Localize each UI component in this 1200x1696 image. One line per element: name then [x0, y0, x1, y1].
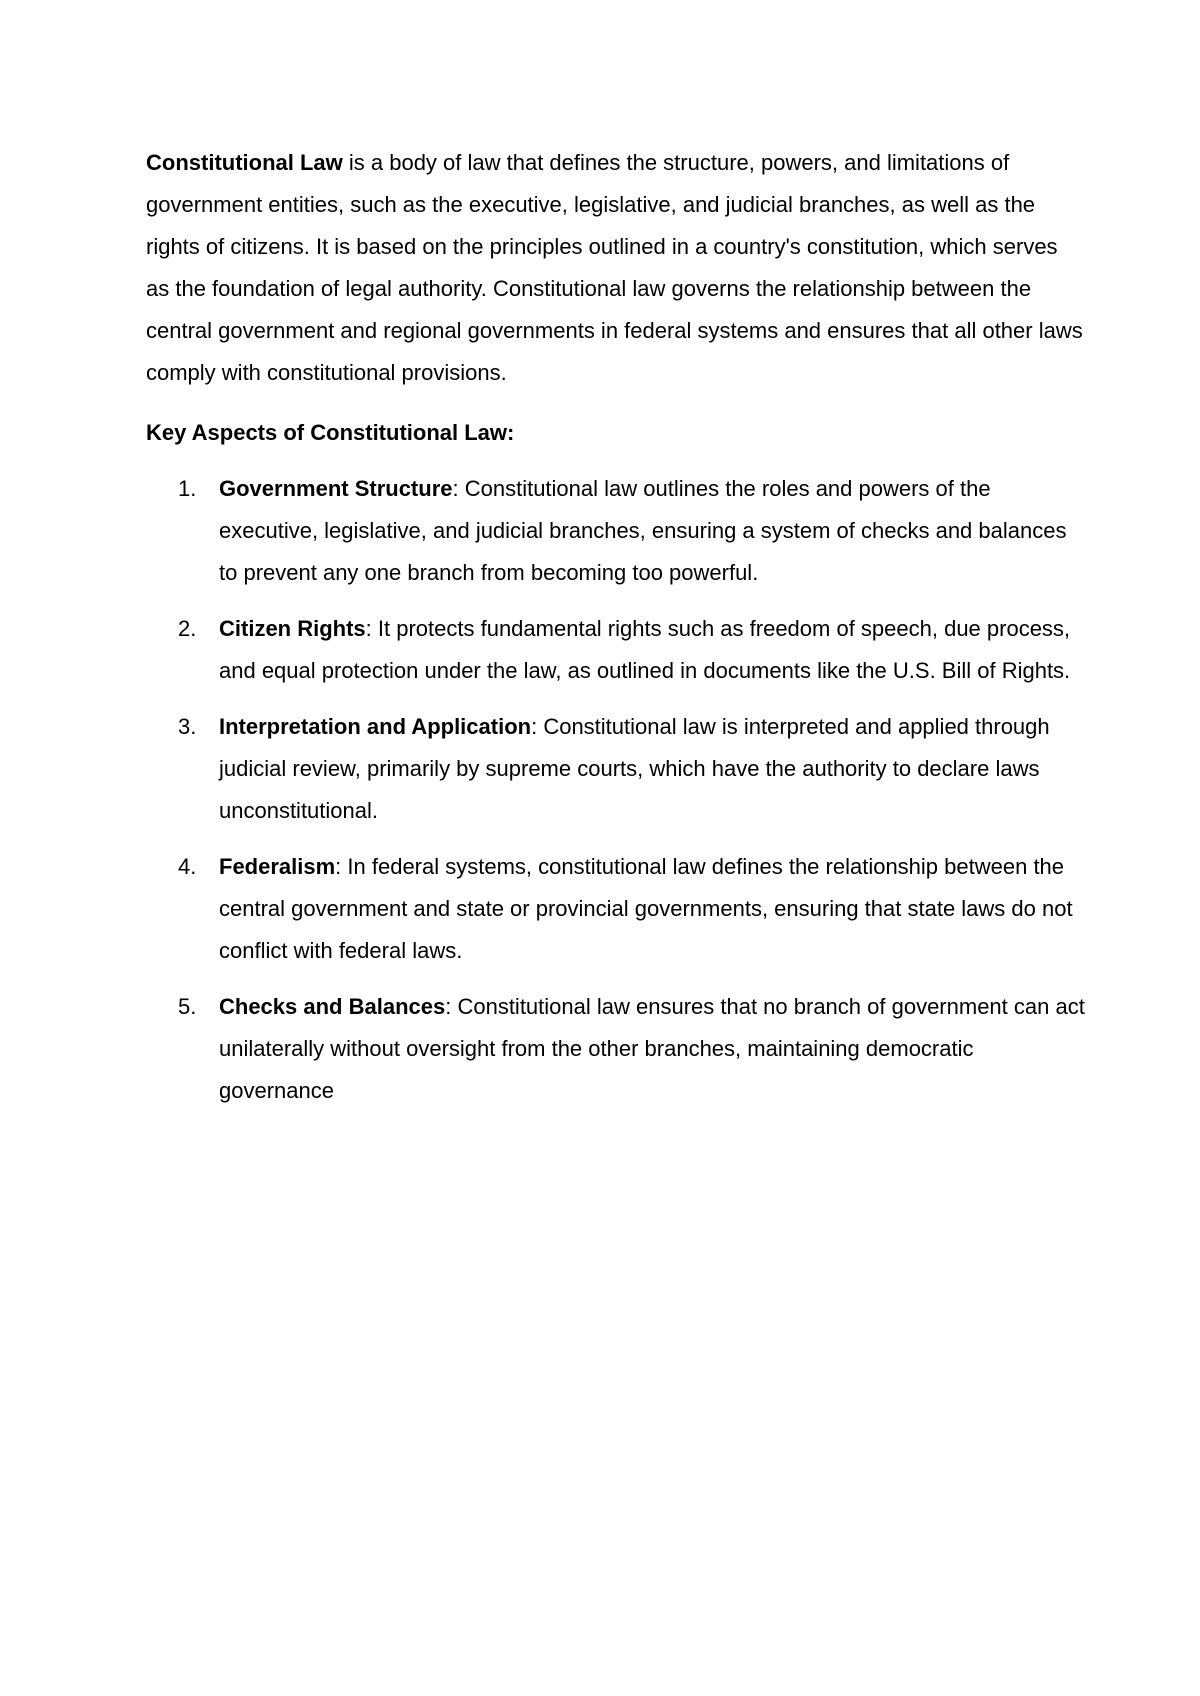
list-item-text: : It protects fundamental rights such as freedom of speech, due process, and equal protection under the law, as outlined in documents like the U.S. Bill of Rights.	[219, 616, 1071, 683]
intro-lead-term: Constitutional Law	[146, 150, 343, 175]
list-item-text: : Constitutional law outlines the roles and powers of the executive, legislative, and judicial branches, ensuring a system of checks and balances to prevent any one branch from becoming too powerful.	[219, 476, 1067, 585]
list-item	[146, 608, 1086, 692]
list-item-text: : Constitutional law ensures that no branch of government can act unilaterally without oversight from the other branches, maintaining democratic governance	[219, 994, 1085, 1103]
list-item-term: Federalism	[219, 854, 336, 879]
list-item	[146, 706, 1086, 832]
key-aspects-list	[146, 468, 1086, 1112]
list-item	[146, 846, 1086, 972]
list-item-text: : Constitutional law is interpreted and applied through judicial review, primarily by supreme courts, which have the authority to declare laws unconstitutional.	[219, 714, 1050, 823]
list-item-term: Government Structure	[219, 476, 453, 501]
document-body	[146, 142, 1086, 1126]
list-item-term: Checks and Balances	[219, 994, 446, 1019]
list-item-number: 5.	[178, 994, 197, 1019]
list-item	[146, 986, 1086, 1112]
intro-text: is a body of law that defines the structure, powers, and limitations of government entities, such as the executive, legislative, and judicial branches, as well as the rights of citizens. It is based on the principles outlined in a country's constitution, which serves as the foundation of legal authority. Constitutional law governs the relationship between the central government and regional governments in federal systems and ensures that all other laws comply with constitutional provisions.	[146, 150, 1083, 385]
list-item	[146, 468, 1086, 594]
list-item-number: 1.	[178, 476, 197, 501]
list-item-text: : In federal systems, constitutional law defines the relationship between the central government and state or provincial governments, ensuring that state laws do not conflict with federal laws.	[219, 854, 1073, 963]
list-item-term: Citizen Rights	[219, 616, 366, 641]
intro-paragraph	[146, 142, 1086, 394]
section-heading: Key Aspects of Constitutional Law:	[146, 420, 515, 445]
list-item-number: 4.	[178, 854, 197, 879]
list-item-number: 2.	[178, 616, 197, 641]
list-item-number: 3.	[178, 714, 197, 739]
list-item-term: Interpretation and Application	[219, 714, 532, 739]
